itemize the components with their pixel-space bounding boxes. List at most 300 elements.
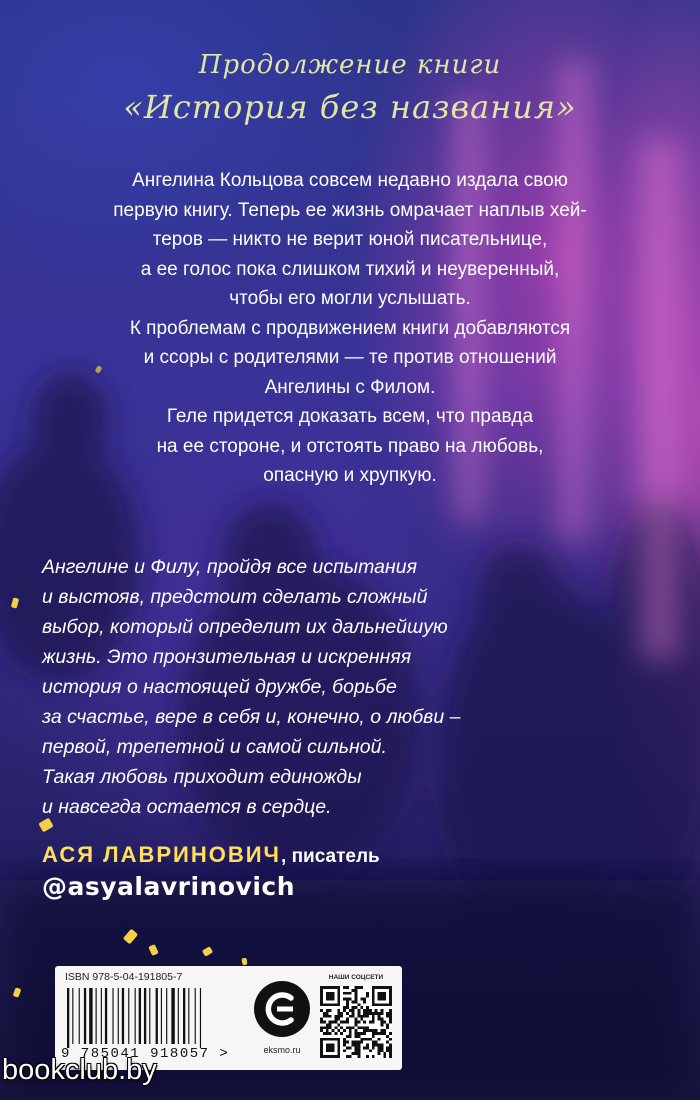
qr-cell — [337, 1055, 340, 1058]
qr-cell — [323, 1021, 326, 1024]
qr-cell — [320, 986, 323, 989]
qr-cell — [346, 1041, 349, 1044]
qr-cell — [369, 1009, 372, 1012]
qr-cell — [349, 1015, 352, 1018]
qr-cell — [334, 1032, 337, 1035]
qr-cell — [346, 1046, 349, 1049]
qr-cell — [349, 1009, 352, 1012]
qr-cell — [360, 1041, 363, 1044]
qr-cell — [320, 1038, 323, 1041]
qr-cell — [372, 1044, 375, 1047]
qr-cell — [363, 1026, 366, 1029]
qr-cell — [326, 998, 329, 1001]
qr-cell — [346, 1006, 349, 1009]
qr-cell — [366, 1046, 369, 1049]
qr-cell — [320, 992, 323, 995]
qr-cell — [363, 1021, 366, 1024]
quote-line: за счастье, вере в себя и, конечно, о любви – — [42, 706, 461, 728]
qr-cell — [380, 1044, 383, 1047]
qr-cell — [360, 998, 363, 1001]
qr-cell — [343, 1021, 346, 1024]
qr-cell — [340, 1012, 343, 1015]
qr-cell — [366, 1012, 369, 1015]
qr-cell — [369, 1049, 372, 1052]
qr-cell — [383, 1052, 386, 1055]
qr-cell — [386, 1003, 389, 1006]
qr-cell — [372, 989, 375, 992]
qr-cell — [380, 1003, 383, 1006]
qr-cell — [337, 992, 340, 995]
qr-cell — [366, 1006, 369, 1009]
qr-cell — [337, 1052, 340, 1055]
qr-cell — [323, 1038, 326, 1041]
qr-cell — [334, 1018, 337, 1021]
qr-cell — [372, 1032, 375, 1035]
barcode-bar — [178, 988, 179, 1044]
qr-cell — [343, 1006, 346, 1009]
qr-cell — [357, 1055, 360, 1058]
qr-cell — [337, 1018, 340, 1021]
qr-cell — [366, 1055, 369, 1058]
qr-cell — [389, 1015, 392, 1018]
qr-cell — [383, 995, 386, 998]
qr-cell — [369, 1029, 372, 1032]
qr-cell — [332, 995, 335, 998]
barcode-bar — [89, 988, 92, 1044]
qr-cell — [349, 1035, 352, 1038]
qr-cell — [355, 1032, 358, 1035]
qr-cell — [363, 1046, 366, 1049]
author-attribution — [42, 842, 380, 868]
qr-cell — [389, 1003, 392, 1006]
qr-cell — [349, 998, 352, 1001]
qr-cell — [332, 998, 335, 1001]
qr-cell — [372, 1018, 375, 1021]
qr-cell — [320, 989, 323, 992]
qr-cell — [378, 1032, 381, 1035]
qr-cell — [326, 1049, 329, 1052]
qr-cell — [320, 1018, 323, 1021]
qr-cell — [383, 998, 386, 1001]
qr-cell — [386, 1015, 389, 1018]
qr-cell — [352, 1044, 355, 1047]
qr-cell — [375, 986, 378, 989]
qr-cell — [329, 1038, 332, 1041]
qr-cell — [360, 1006, 363, 1009]
qr-cell — [349, 1055, 352, 1058]
qr-cell — [389, 992, 392, 995]
barcode-bar — [135, 988, 136, 1044]
qr-cell — [366, 992, 369, 995]
qr-cell — [386, 986, 389, 989]
qr-cell — [326, 1015, 329, 1018]
qr-cell — [326, 1023, 329, 1026]
qr-cell — [372, 1015, 375, 1018]
qr-cell — [372, 986, 375, 989]
qr-cell — [375, 1032, 378, 1035]
qr-cell — [334, 986, 337, 989]
barcode-bar — [183, 988, 185, 1044]
qr-cell — [389, 1038, 392, 1041]
qr-cell — [386, 1035, 389, 1038]
qr-cell — [375, 1003, 378, 1006]
qr-cell — [346, 1003, 349, 1006]
qr-cell — [389, 1009, 392, 1012]
qr-cell — [378, 1049, 381, 1052]
barcode-bar — [96, 988, 97, 1044]
qr-cell — [372, 1021, 375, 1024]
qr-cell — [320, 995, 323, 998]
qr-cell — [380, 998, 383, 1001]
qr-cell — [326, 1032, 329, 1035]
qr-cell — [329, 995, 332, 998]
qr-cell — [329, 992, 332, 995]
synopsis-line: К проблемам с продвижением книги добавляются — [129, 317, 571, 339]
barcode-bar — [101, 988, 102, 1044]
qr-cell — [337, 1000, 340, 1003]
synopsis-line: Ангелина Кольцова совсем недавно издала свою — [132, 170, 568, 191]
qr-cell — [380, 1021, 383, 1024]
synopsis-text — [80, 166, 620, 491]
qr-cell — [363, 1012, 366, 1015]
qr-cell — [372, 1055, 375, 1058]
qr-cell — [372, 992, 375, 995]
qr-cell — [334, 1055, 337, 1058]
qr-cell — [334, 1015, 337, 1018]
qr-cell — [355, 986, 358, 989]
qr-cell — [389, 1000, 392, 1003]
qr-cell — [378, 1015, 381, 1018]
qr-cell — [378, 1052, 381, 1055]
qr-cell — [334, 1026, 337, 1029]
quote-line: и навсегда остается в сердце. — [42, 796, 332, 818]
qr-code-icon[interactable] — [320, 986, 392, 1058]
barcode-bar — [79, 988, 80, 1044]
synopsis-line: и ссоры с родителями — те против отношений — [143, 347, 557, 368]
quote-line: первой, трепетной и самой сильной. — [42, 736, 387, 758]
qr-cell — [320, 1029, 323, 1032]
qr-cell — [366, 995, 369, 998]
qr-cell — [360, 986, 363, 989]
qr-cell — [332, 986, 335, 989]
qr-cell — [349, 1032, 352, 1035]
synopsis-line: на ее стороне, и отстоять право на любовь, — [156, 435, 544, 457]
synopsis-line: Геле придется доказать всем, что правда — [166, 406, 534, 427]
qr-cell — [332, 1044, 335, 1047]
qr-cell — [343, 1044, 346, 1047]
qr-cell — [363, 1015, 366, 1018]
qr-cell — [360, 1015, 363, 1018]
qr-cell — [343, 1049, 346, 1052]
barcode-bar — [139, 988, 141, 1044]
qr-cell — [389, 995, 392, 998]
qr-cell — [340, 1021, 343, 1024]
qr-cell — [372, 1041, 375, 1044]
qr-cell — [320, 998, 323, 1001]
barcode-bar — [128, 988, 129, 1044]
qr-cell — [363, 1038, 366, 1041]
qr-cell — [329, 1049, 332, 1052]
qr-cell — [332, 1055, 335, 1058]
qr-cell — [329, 1032, 332, 1035]
qr-cell — [360, 1026, 363, 1029]
barcode-bar — [149, 988, 150, 1044]
qr-cell — [389, 1046, 392, 1049]
qr-cell — [355, 998, 358, 1001]
qr-cell — [378, 995, 381, 998]
qr-cell — [386, 1026, 389, 1029]
qr-cell — [360, 1038, 363, 1041]
qr-cell — [380, 1029, 383, 1032]
qr-cell — [349, 1029, 352, 1032]
qr-cell — [355, 1023, 358, 1026]
qr-cell — [332, 1003, 335, 1006]
qr-cell — [380, 992, 383, 995]
qr-cell — [326, 1046, 329, 1049]
qr-cell — [352, 1052, 355, 1055]
publisher-site: eksmo.ru — [263, 1045, 301, 1055]
qr-cell — [378, 992, 381, 995]
qr-cell — [386, 1012, 389, 1015]
qr-cell — [389, 1021, 392, 1024]
qr-cell — [326, 992, 329, 995]
qr-cell — [389, 1049, 392, 1052]
qr-cell — [343, 1009, 346, 1012]
qr-cell — [337, 1023, 340, 1026]
series-caption: Продолжение книги — [198, 50, 502, 80]
qr-cell — [380, 1009, 383, 1012]
qr-cell — [357, 1044, 360, 1047]
qr-cell — [329, 998, 332, 1001]
barcode-bar — [161, 988, 162, 1044]
qr-cell — [329, 1026, 332, 1029]
qr-cell — [369, 1038, 372, 1041]
qr-cell — [320, 1049, 323, 1052]
eksmo-logo-icon — [253, 980, 311, 1038]
qr-cell — [357, 1041, 360, 1044]
barcode-bar — [84, 988, 86, 1044]
qr-cell — [337, 1012, 340, 1015]
qr-cell — [352, 1026, 355, 1029]
qr-cell — [326, 1055, 329, 1058]
qr-cell — [372, 1000, 375, 1003]
qr-cell — [357, 1032, 360, 1035]
author-name: АСЯ ЛАВРИНОВИЧ — [42, 842, 282, 867]
barcode-bar — [112, 988, 113, 1044]
qr-cell — [329, 1009, 332, 1012]
qr-cell — [378, 1003, 381, 1006]
qr-cell — [332, 1029, 335, 1032]
synopsis-line: теров — никто не верит юной писательнице, — [152, 229, 548, 250]
qr-cell — [389, 1012, 392, 1015]
qr-cell — [329, 1055, 332, 1058]
qr-cell — [337, 1041, 340, 1044]
qr-cell — [329, 1023, 332, 1026]
quote-line: жизнь. Это пронзительная и искренняя — [42, 646, 412, 668]
author-quote — [42, 552, 460, 822]
qr-cell — [346, 1055, 349, 1058]
confetti-icon — [241, 958, 247, 966]
qr-cell — [346, 1021, 349, 1024]
barcode-icon — [65, 988, 235, 1048]
qr-cell — [366, 1009, 369, 1012]
qr-cell — [378, 998, 381, 1001]
qr-cell — [383, 1003, 386, 1006]
qr-cell — [357, 986, 360, 989]
qr-cell — [380, 1046, 383, 1049]
qr-cell — [363, 1009, 366, 1012]
qr-cell — [383, 986, 386, 989]
qr-cell — [375, 1041, 378, 1044]
synopsis-line: первую книгу. Теперь ее жизнь омрачает наплыв хей- — [113, 199, 587, 221]
qr-cell — [363, 1029, 366, 1032]
barcode-bar — [72, 988, 73, 1044]
qr-cell — [372, 1012, 375, 1015]
qr-cell — [355, 1046, 358, 1049]
qr-cell — [343, 992, 346, 995]
qr-cell — [389, 998, 392, 1001]
qr-cell — [380, 1023, 383, 1026]
qr-cell — [320, 1041, 323, 1044]
qr-cell — [366, 1038, 369, 1041]
qr-cell — [380, 1018, 383, 1021]
qr-cell — [323, 1026, 326, 1029]
qr-cell — [366, 1026, 369, 1029]
qr-cell — [386, 1049, 389, 1052]
qr-cell — [343, 986, 346, 989]
quote-line: Ангелине и Филу, пройдя все испытания — [42, 556, 418, 578]
qr-cell — [337, 995, 340, 998]
quote-line: Такая любовь приходит единожды — [42, 766, 362, 788]
qr-cell — [383, 1029, 386, 1032]
qr-cell — [320, 1044, 323, 1047]
qr-cell — [389, 1055, 392, 1058]
qr-label: НАШИ СОЦСЕТИ — [328, 974, 384, 981]
qr-cell — [352, 1041, 355, 1044]
qr-cell — [355, 995, 358, 998]
qr-cell — [372, 1029, 375, 1032]
qr-cell — [360, 1032, 363, 1035]
qr-cell — [337, 1038, 340, 1041]
qr-cell — [326, 1012, 329, 1015]
qr-cell — [337, 1049, 340, 1052]
qr-cell — [355, 1000, 358, 1003]
qr-cell — [320, 1055, 323, 1058]
qr-cell — [357, 1003, 360, 1006]
qr-cell — [343, 1029, 346, 1032]
qr-cell — [337, 998, 340, 1001]
qr-cell — [320, 1021, 323, 1024]
qr-cell — [340, 1015, 343, 1018]
qr-cell — [357, 1035, 360, 1038]
qr-cell — [340, 1026, 343, 1029]
qr-cell — [389, 1032, 392, 1035]
qr-cell — [326, 986, 329, 989]
qr-cell — [346, 1000, 349, 1003]
qr-cell — [380, 1012, 383, 1015]
qr-cell — [320, 1046, 323, 1049]
qr-cell — [320, 1052, 323, 1055]
quote-line: выбор, который определит их дальнейшую — [42, 616, 448, 638]
qr-cell — [363, 1032, 366, 1035]
author-role: , писатель — [281, 846, 380, 867]
qr-cell — [346, 998, 349, 1001]
qr-cell — [383, 1032, 386, 1035]
qr-cell — [380, 986, 383, 989]
qr-cell — [375, 1009, 378, 1012]
qr-cell — [337, 1029, 340, 1032]
qr-cell — [329, 1044, 332, 1047]
qr-cell — [332, 1046, 335, 1049]
qr-cell — [378, 1046, 381, 1049]
qr-cell — [366, 1044, 369, 1047]
qr-cell — [323, 1015, 326, 1018]
qr-cell — [329, 1046, 332, 1049]
qr-cell — [378, 1038, 381, 1041]
qr-cell — [332, 992, 335, 995]
qr-cell — [380, 1032, 383, 1035]
qr-cell — [378, 986, 381, 989]
previous-book-title: «История без названия» — [123, 88, 577, 126]
qr-cell — [369, 1021, 372, 1024]
qr-cell — [346, 986, 349, 989]
barcode-bar — [118, 988, 119, 1044]
qr-cell — [326, 1044, 329, 1047]
qr-cell — [337, 1009, 340, 1012]
quote-line: история о настоящей дружбе, борьбе — [42, 676, 397, 698]
qr-cell — [323, 986, 326, 989]
qr-cell — [332, 1038, 335, 1041]
qr-cell — [346, 1012, 349, 1015]
qr-cell — [329, 1021, 332, 1024]
qr-cell — [372, 995, 375, 998]
qr-cell — [380, 1049, 383, 1052]
qr-cell — [326, 1029, 329, 1032]
qr-cell — [320, 1026, 323, 1029]
qr-cell — [355, 1018, 358, 1021]
qr-cell — [337, 1046, 340, 1049]
qr-cell — [352, 1012, 355, 1015]
qr-cell — [323, 1012, 326, 1015]
qr-cell — [346, 1018, 349, 1021]
qr-cell — [329, 1003, 332, 1006]
qr-cell — [352, 1006, 355, 1009]
qr-cell — [357, 1052, 360, 1055]
qr-cell — [343, 1041, 346, 1044]
qr-cell — [375, 1029, 378, 1032]
qr-cell — [363, 1000, 366, 1003]
qr-cell — [355, 1006, 358, 1009]
barcode-bar — [156, 988, 158, 1044]
qr-cell — [337, 1044, 340, 1047]
qr-cell — [320, 1009, 323, 1012]
qr-cell — [355, 1035, 358, 1038]
qr-cell — [326, 1009, 329, 1012]
isbn-label: ISBN 978-5-04-191805-7 — [65, 971, 183, 983]
qr-cell — [352, 1000, 355, 1003]
qr-cell — [349, 992, 352, 995]
qr-cell — [337, 1015, 340, 1018]
qr-cell — [357, 1021, 360, 1024]
qr-cell — [389, 1044, 392, 1047]
qr-cell — [352, 1009, 355, 1012]
qr-cell — [386, 1041, 389, 1044]
qr-cell — [334, 1003, 337, 1006]
qr-cell — [355, 1049, 358, 1052]
qr-cell — [383, 992, 386, 995]
qr-cell — [372, 1003, 375, 1006]
qr-cell — [372, 1046, 375, 1049]
